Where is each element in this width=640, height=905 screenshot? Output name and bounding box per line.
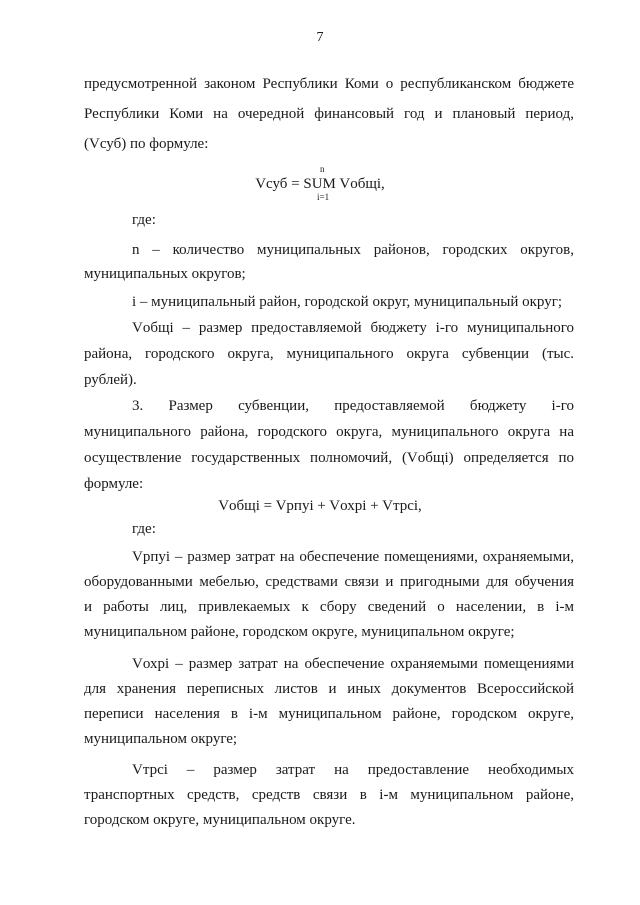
para1-line1: предусмотренной законом Республики Коми о республиканском бюджете xyxy=(84,76,574,92)
vobsh-def-line2: района, городского округа, муниципального округа субвенции (тыс. xyxy=(84,346,574,362)
formula-sum-main: Vсуб = SUM Vобщi, xyxy=(255,176,385,192)
vohr-def-line3: переписи населения в i-м муниципальном районе, городском округе, xyxy=(84,706,574,722)
formula-vobsh: Vобщi = Vрпуi + Vохрi + Vтрсi, xyxy=(218,498,422,514)
where-label-1: где: xyxy=(132,212,156,228)
formula-sum-lower: i=1 xyxy=(317,192,330,202)
point3-line3: осуществление государственных полномочий, (Vобщi) определяется по xyxy=(84,450,574,466)
vtrs-def-line2: транспортных средств, средств связи в i-м муниципальном районе, xyxy=(84,787,574,803)
vohr-def-line1: Vохрi – размер затрат на обеспечение охраняемыми помещениями xyxy=(132,656,574,672)
vrpu-def-line2: оборудованными мебелью, средствами связи и пригодными для обучения xyxy=(84,574,574,590)
vtrs-def-line3: городском округе, муниципальном округе. xyxy=(84,812,356,828)
vobsh-def-line1: Vобщi – размер предоставляемой бюджету i-го муниципального xyxy=(132,320,574,336)
para1-line2: Республики Коми на очередной финансовый год и плановый период, xyxy=(84,106,574,122)
vrpu-def-line4: муниципальном районе, городском округе, муниципальном округе; xyxy=(84,624,515,640)
point3-line1: 3. Размер субвенции, предоставляемой бюджету i-го xyxy=(132,398,574,414)
formula-sum-upper: n xyxy=(320,164,325,174)
vobsh-def-line3: рублей). xyxy=(84,372,137,388)
n-def-line1: n – количество муниципальных районов, городских округов, xyxy=(132,242,574,258)
vtrs-def-line1: Vтрсi – размер затрат на предоставление необходимых xyxy=(132,762,574,778)
where-label-2: где: xyxy=(132,521,156,537)
i-def: i – муниципальный район, городской округ, муниципальный округ; xyxy=(132,294,563,310)
vrpu-def-line1: Vрпуi – размер затрат на обеспечение помещениями, охраняемыми, xyxy=(132,549,574,565)
vohr-def-line2: для хранения переписных листов и иных документов Всероссийской xyxy=(84,681,574,697)
point3-line4: формуле: xyxy=(84,476,144,492)
point3-line2: муниципального района, городского округа, муниципального округа на xyxy=(84,424,574,440)
vrpu-def-line3: и работы лиц, привлекаемых к сбору сведений о населении, в i-м xyxy=(84,599,574,615)
para1-line3: (Vсуб) по формуле: xyxy=(84,136,209,152)
page-number: 7 xyxy=(316,30,324,45)
n-def-line2: муниципальных округов; xyxy=(84,266,246,282)
vohr-def-line4: муниципальном округе; xyxy=(84,731,238,747)
formula-sum xyxy=(0,164,640,214)
